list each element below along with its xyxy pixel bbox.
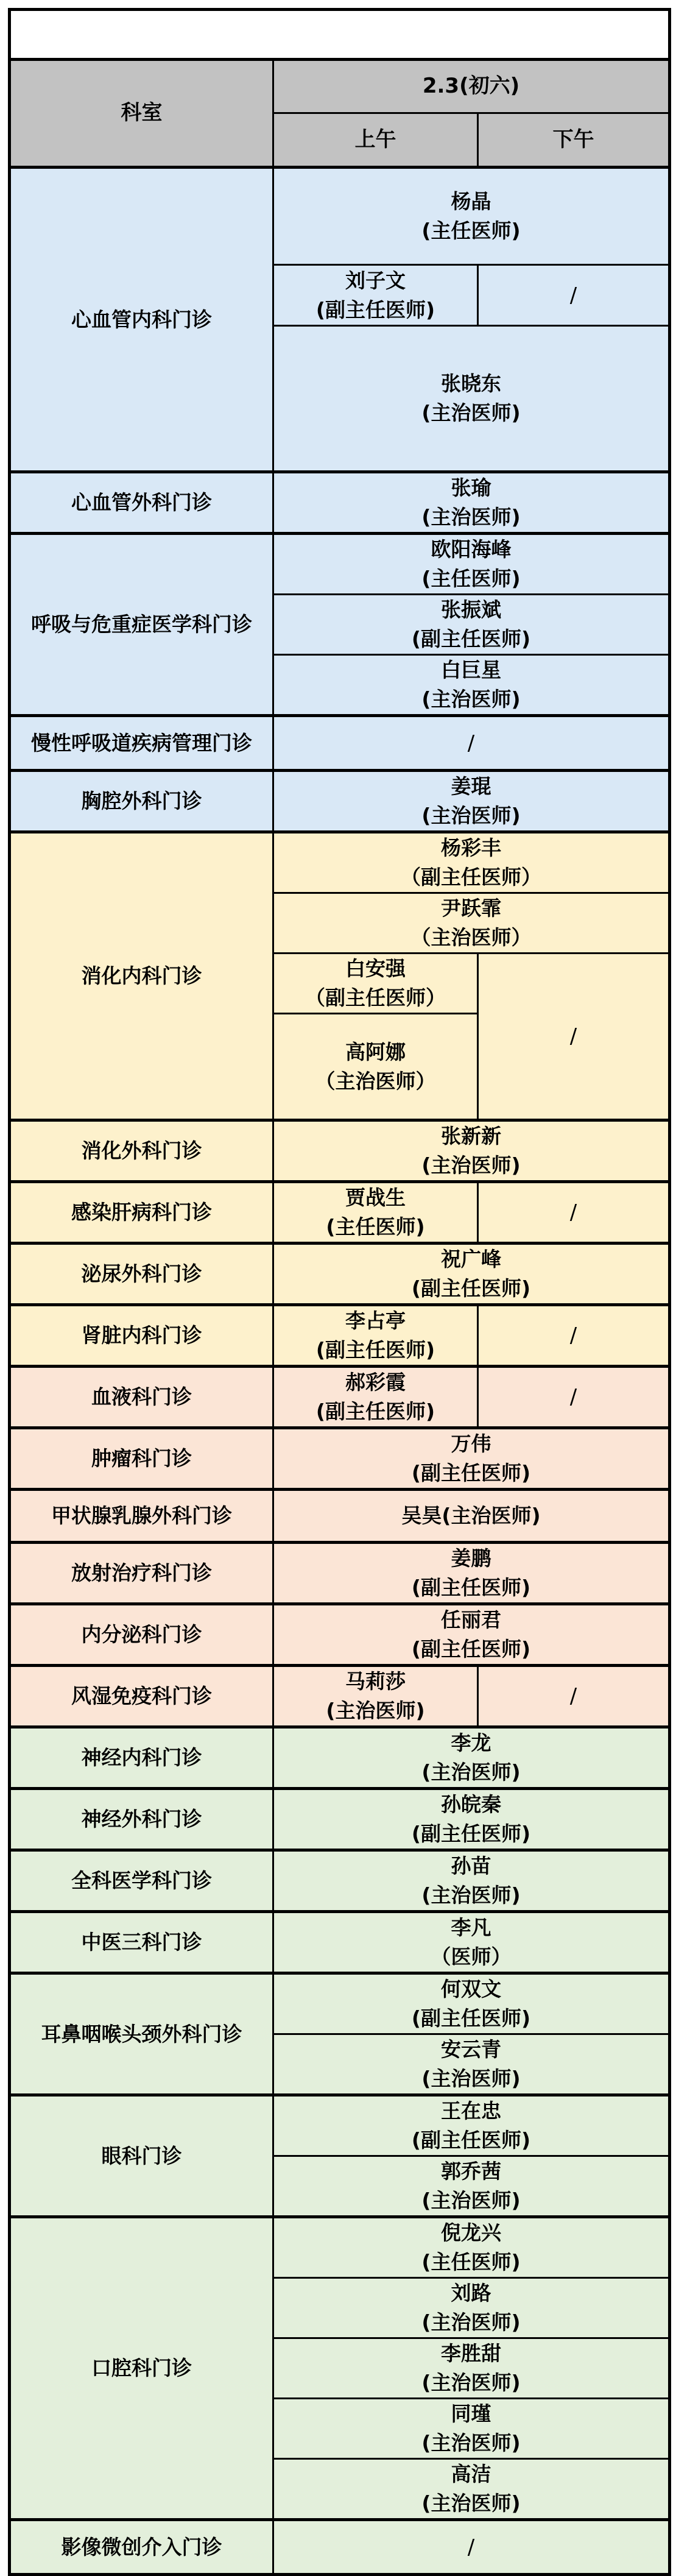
empty-slot-cell — [478, 954, 670, 1120]
department-cell — [10, 1305, 273, 1367]
doctor-cell — [273, 534, 670, 595]
doctor-title: （主治医师） — [410, 925, 532, 949]
no-clinic-slash: / — [569, 1323, 577, 1348]
department-name: 耳鼻咽喉头颈外科门诊 — [41, 2022, 242, 2046]
doctor-cell — [273, 1543, 670, 1604]
doctor-cell — [273, 1244, 670, 1305]
department-name: 风湿免疫科门诊 — [71, 1684, 212, 1708]
doctor-name: 尹跃霏 — [441, 896, 502, 920]
department-name: 血液科门诊 — [91, 1385, 192, 1409]
doctor-cell — [273, 655, 670, 716]
doctor-cell — [273, 2156, 670, 2217]
empty-slot-cell — [478, 1305, 670, 1367]
doctor-cell — [273, 1182, 478, 1244]
empty-slot-cell — [273, 2520, 670, 2575]
doctor-cell — [273, 1973, 670, 2034]
doctor-title: (主治医师) — [421, 1760, 521, 1784]
department-cell — [10, 1973, 273, 2095]
doctor-name: 李龙 — [451, 1731, 491, 1755]
department-name: 神经外科门诊 — [81, 1807, 202, 1831]
doctor-title: (主任医师) — [421, 567, 521, 590]
empty-slot-cell — [478, 1182, 670, 1244]
no-clinic-slash: / — [467, 2535, 475, 2560]
doctor-name: 安云青 — [441, 2037, 502, 2061]
doctor-name: 李凡 — [451, 1916, 491, 1939]
department-name: 心血管内科门诊 — [71, 307, 212, 331]
department-cell — [10, 1120, 273, 1182]
doctor-name: 同瑾 — [451, 2402, 491, 2426]
department-name: 慢性呼吸道疾病管理门诊 — [31, 731, 252, 755]
doctor-name: 张新新 — [441, 1124, 502, 1148]
department-name: 肾脏内科门诊 — [81, 1323, 202, 1347]
doctor-name: 欧阳海峰 — [431, 537, 512, 561]
department-cell — [10, 771, 273, 832]
department-cell — [10, 2520, 273, 2575]
no-clinic-slash: / — [467, 731, 475, 755]
doctor-name: 张瑜 — [451, 476, 491, 500]
department-cell — [10, 832, 273, 1120]
doctor-cell — [273, 1120, 670, 1182]
no-clinic-slash: / — [569, 1385, 577, 1409]
doctor-cell — [273, 2278, 670, 2338]
doctor-name: 吴昊(主治医师) — [401, 1504, 541, 1527]
empty-slot-cell — [478, 1666, 670, 1727]
doctor-cell — [273, 1912, 670, 1973]
doctor-title: (主任医师) — [421, 2250, 521, 2274]
pm-header-cell — [478, 113, 670, 168]
department-cell — [10, 1244, 273, 1305]
doctor-title: (主任医师) — [421, 219, 521, 242]
doctor-name: 刘子文 — [345, 268, 406, 292]
department-name: 感染肝病科门诊 — [71, 1200, 212, 1224]
title-blank-row — [10, 10, 670, 60]
department-cell — [10, 472, 273, 534]
doctor-title: (主治医师) — [421, 505, 521, 529]
department-cell — [10, 1666, 273, 1727]
department-name: 呼吸与危重症医学科门诊 — [31, 612, 252, 636]
department-cell — [10, 2095, 273, 2217]
doctor-cell — [273, 2399, 670, 2459]
date-header-cell — [273, 60, 670, 113]
doctor-title: (主治医师) — [421, 2310, 521, 2334]
department-cell — [10, 1727, 273, 1789]
am-header-label: 上午 — [354, 127, 396, 152]
doctor-cell — [273, 1014, 478, 1120]
doctor-cell — [273, 1727, 670, 1789]
doctor-title: (主治医师) — [421, 1153, 521, 1177]
empty-slot-cell — [273, 716, 670, 771]
doctor-cell — [273, 168, 670, 265]
doctor-cell — [273, 326, 670, 472]
department-name: 神经内科门诊 — [81, 1746, 202, 1769]
doctor-title: (主治医师) — [421, 2189, 521, 2212]
no-clinic-slash: / — [569, 283, 577, 308]
doctor-name: 倪龙兴 — [441, 2221, 502, 2245]
pm-header-label: 下午 — [552, 127, 594, 152]
doctor-name: 祝广峰 — [441, 1247, 502, 1271]
doctor-cell — [273, 1490, 670, 1543]
doctor-name: 马莉莎 — [345, 1669, 406, 1693]
doctor-title: (主治医师) — [421, 401, 521, 425]
doctor-title: (主治医师) — [326, 1699, 425, 1722]
doctor-title: (主治医师) — [421, 2067, 521, 2090]
doctor-name: 刘路 — [451, 2281, 491, 2305]
department-name: 泌尿外科门诊 — [81, 1262, 202, 1286]
department-name: 影像微创介入门诊 — [61, 2535, 222, 2559]
department-name: 口腔科门诊 — [91, 2356, 192, 2380]
department-cell — [10, 2217, 273, 2520]
doctor-cell — [273, 832, 670, 893]
doctor-cell — [273, 1666, 478, 1727]
doctor-title: (副主任医师) — [315, 1399, 435, 1423]
department-name: 全科医学科门诊 — [71, 1869, 212, 1892]
doctor-title: （副主任医师） — [401, 865, 542, 889]
department-cell — [10, 1367, 273, 1428]
doctor-title: (主治医师) — [421, 804, 521, 827]
department-name: 眼科门诊 — [101, 2143, 182, 2168]
department-name: 中医三科门诊 — [81, 1930, 202, 1954]
department-cell — [10, 1182, 273, 1244]
doctor-name: 高阿娜 — [345, 1039, 406, 1064]
doctor-name: 张振斌 — [441, 598, 502, 621]
doctor-name: 郝彩霞 — [345, 1370, 406, 1394]
department-name: 放射治疗科门诊 — [71, 1561, 212, 1585]
doctor-cell — [273, 893, 670, 954]
am-header-cell — [273, 113, 478, 168]
department-name: 消化外科门诊 — [81, 1139, 202, 1162]
doctor-title: (副主任医师) — [411, 627, 531, 651]
department-cell — [10, 1604, 273, 1666]
department-name: 内分泌科门诊 — [81, 1622, 202, 1646]
doctor-name: 张晓东 — [441, 372, 502, 395]
doctor-title: (主治医师) — [421, 2431, 521, 2455]
department-cell — [10, 1789, 273, 1850]
doctor-title: (副主任医师) — [411, 1576, 531, 1599]
department-name: 胸腔外科门诊 — [81, 789, 202, 813]
doctor-cell — [273, 265, 478, 326]
department-name: 肿瘤科门诊 — [91, 1446, 192, 1470]
doctor-name: 万伟 — [451, 1432, 491, 1456]
doctor-cell — [273, 2217, 670, 2278]
doctor-cell — [273, 1428, 670, 1490]
department-cell — [10, 1428, 273, 1490]
doctor-cell — [273, 1850, 670, 1912]
doctor-title: (副主任医师) — [411, 1461, 531, 1485]
doctor-name: 何双文 — [441, 1977, 502, 2001]
department-column-header-label: 科室 — [121, 101, 163, 126]
doctor-name: 任丽君 — [441, 1608, 502, 1632]
doctor-title: （主治医师） — [315, 1069, 436, 1093]
date-header-label: 2.3(初六) — [422, 74, 520, 99]
doctor-title: (副主任医师) — [411, 1637, 531, 1661]
doctor-cell — [273, 771, 670, 832]
doctor-title: (副主任医师) — [315, 1338, 435, 1362]
doctor-cell — [273, 2459, 670, 2520]
department-name: 消化内科门诊 — [81, 964, 202, 988]
department-cell — [10, 1490, 273, 1543]
doctor-name: 孙皖秦 — [441, 1792, 502, 1816]
empty-slot-cell — [478, 1367, 670, 1428]
doctor-name: 孙苗 — [451, 1854, 491, 1878]
doctor-title: (主治医师) — [421, 1883, 521, 1907]
doctor-name: 李胜甜 — [441, 2341, 502, 2365]
department-cell — [10, 1850, 273, 1912]
schedule-table-body — [10, 10, 670, 2575]
no-clinic-slash: / — [569, 1200, 577, 1225]
department-cell — [10, 716, 273, 771]
doctor-title: (主治医师) — [421, 2491, 521, 2515]
empty-slot-cell — [478, 265, 670, 326]
department-cell — [10, 534, 273, 716]
doctor-name: 郭乔茜 — [441, 2159, 502, 2183]
no-clinic-slash: / — [569, 1684, 577, 1708]
doctor-cell — [273, 954, 478, 1014]
doctor-title: (副主任医师) — [411, 1822, 531, 1845]
doctor-name: 高洁 — [451, 2462, 491, 2486]
department-cell — [10, 1543, 273, 1604]
doctor-name: 姜鹏 — [451, 1546, 491, 1570]
doctor-title: (副主任医师) — [315, 297, 435, 322]
doctor-cell — [273, 2095, 670, 2156]
doctor-title: (副主任医师) — [411, 2006, 531, 2030]
doctor-title: （副主任医师） — [305, 986, 446, 1010]
department-name: 心血管外科门诊 — [71, 490, 212, 514]
doctor-cell — [273, 1604, 670, 1666]
department-name: 甲状腺乳腺外科门诊 — [51, 1504, 232, 1527]
doctor-title: (主任医师) — [326, 1215, 425, 1239]
doctor-title: (副主任医师) — [411, 2128, 531, 2152]
doctor-title: (主治医师) — [421, 2371, 521, 2394]
doctor-name: 杨彩丰 — [441, 836, 502, 860]
doctor-cell — [273, 1305, 478, 1367]
no-clinic-slash: / — [569, 1024, 577, 1049]
doctor-cell — [273, 595, 670, 655]
doctor-title: （医师） — [431, 1945, 512, 1969]
doctor-name: 杨晶 — [451, 189, 491, 213]
doctor-cell — [273, 1367, 478, 1428]
doctor-name: 白安强 — [345, 957, 406, 980]
doctor-name: 王在忠 — [441, 2099, 502, 2123]
doctor-cell — [273, 472, 670, 534]
doctor-cell — [273, 1789, 670, 1850]
department-cell — [10, 168, 273, 472]
doctor-name: 白巨星 — [441, 658, 502, 682]
doctor-cell — [273, 2338, 670, 2399]
schedule-table — [8, 8, 671, 2576]
doctor-name: 贾战生 — [345, 1186, 406, 1209]
doctor-title: (副主任医师) — [411, 1276, 531, 1300]
department-cell — [10, 1912, 273, 1973]
doctor-name: 李占亭 — [345, 1309, 406, 1332]
doctor-title: (主治医师) — [421, 687, 521, 711]
doctor-cell — [273, 2034, 670, 2095]
doctor-name: 姜琨 — [451, 774, 491, 798]
department-column-header — [10, 60, 273, 168]
